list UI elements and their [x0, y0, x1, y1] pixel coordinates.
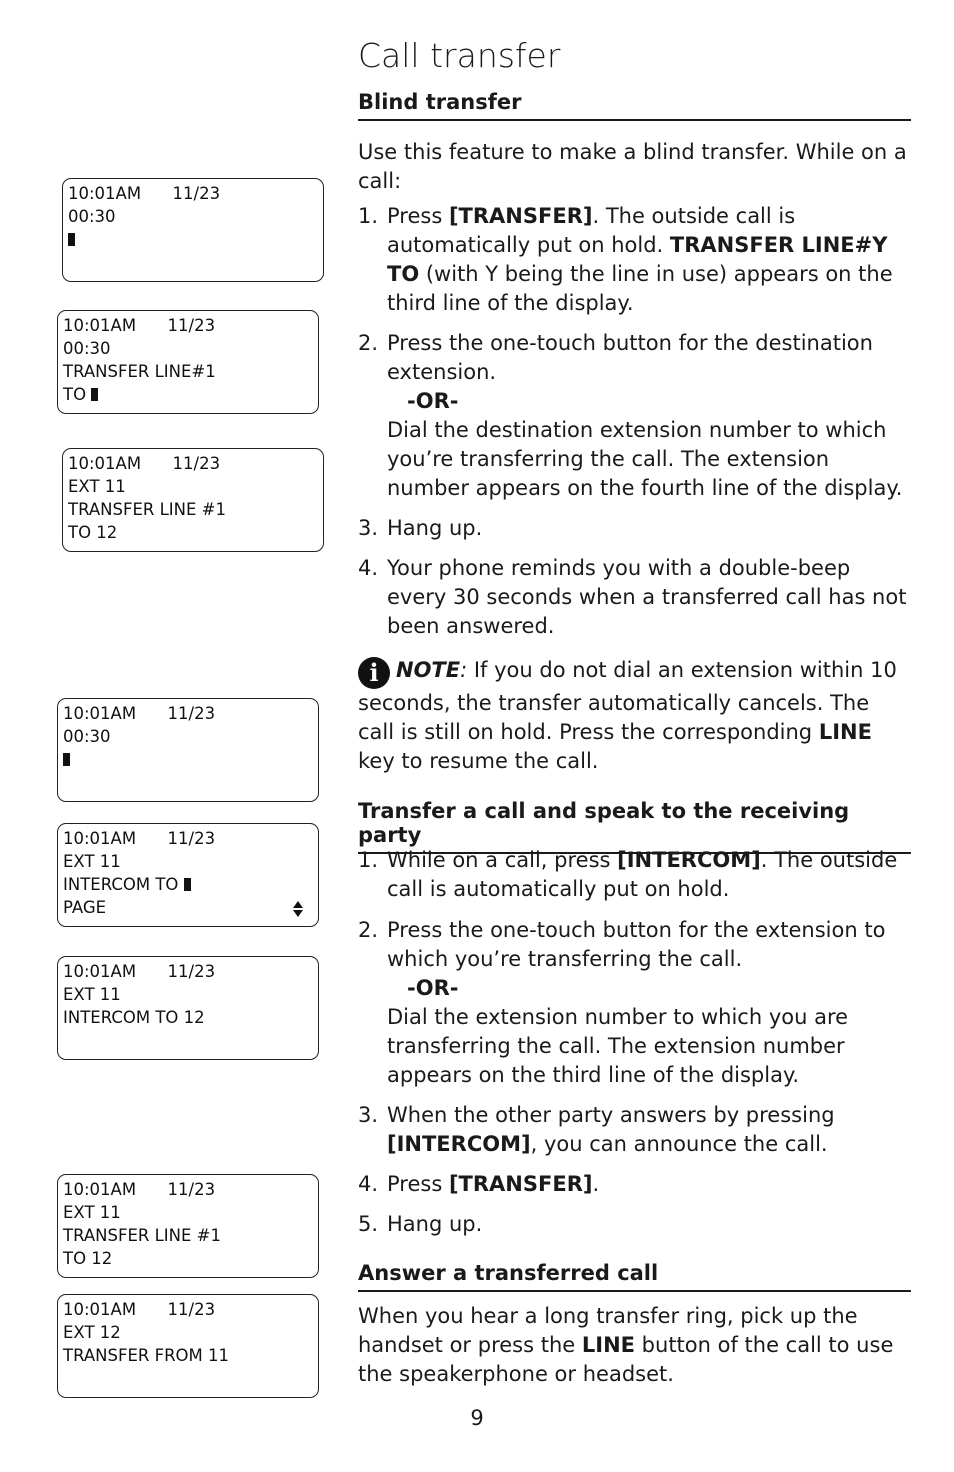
lcd-line: TRANSFER FROM 11	[63, 1346, 230, 1365]
step-number: 4.	[358, 1172, 379, 1196]
section-heading-blind-transfer: Blind transfer	[358, 90, 911, 121]
transfer-key-label: [TRANSFER]	[448, 204, 593, 228]
note-label: NOTE	[396, 658, 461, 682]
lcd-line: EXT 12	[63, 1323, 121, 1342]
lcd-line: 00:30	[68, 207, 116, 226]
lcd-line: 10:01AM 11/23	[63, 316, 216, 335]
list-item: 3. Hang up.	[358, 514, 911, 543]
lcd-line: 10:01AM 11/23	[68, 184, 221, 203]
lcd-line: 00:30	[63, 339, 111, 358]
lcd-line: TRANSFER LINE #1	[68, 500, 226, 519]
transfer-key-label: [TRANSFER]	[448, 1172, 593, 1196]
section-heading-speak-transfer: Transfer a call and speak to the receiving party	[358, 799, 911, 854]
answer-paragraph: When you hear a long transfer ring, pick up the handset or press the LINE button of the call to use the speakerphone or headset.	[358, 1304, 894, 1386]
lcd-display-5	[57, 823, 319, 927]
list-item: 5. Hang up.	[358, 1210, 911, 1239]
step-number: 1.	[358, 848, 379, 872]
lcd-line: 10:01AM 11/23	[68, 454, 221, 473]
list-item: 2. Press the one-touch button for the extension to which you’re transferring the call. -OR- Dial the extension number to which you are transferring the call. The extension number appears on the third line of the display.	[358, 916, 911, 1090]
line-key-label: LINE	[818, 720, 872, 744]
list-item: 4. Press [TRANSFER].	[358, 1170, 911, 1199]
lcd-line: 00:30	[63, 727, 111, 746]
page-number: 9	[470, 1406, 484, 1430]
step-number: 3.	[358, 516, 379, 540]
list-item: 4. Your phone reminds you with a double-beep every 30 seconds when a transferred call has not been answered.	[358, 556, 907, 638]
lcd-display-1	[62, 178, 324, 282]
cursor-block	[184, 878, 191, 891]
lcd-line: TO 12	[68, 523, 118, 542]
step-number: 2.	[358, 331, 379, 355]
intro-paragraph: Use this feature to make a blind transfer. While on a call:	[358, 140, 907, 193]
cursor-block	[63, 753, 70, 766]
list-item: 3. When the other party answers by pressing [INTERCOM], you can announce the call.	[358, 1103, 835, 1156]
lcd-line: PAGE	[63, 898, 107, 917]
lcd-display-8	[57, 1294, 319, 1398]
line-key-label: LINE	[581, 1333, 635, 1357]
step-number: 2.	[358, 918, 379, 942]
intercom-key-label: [INTERCOM]	[617, 848, 761, 872]
lcd-display-7	[57, 1174, 319, 1278]
lcd-line: 10:01AM 11/23	[63, 1180, 216, 1199]
or-separator: -OR-	[407, 389, 459, 413]
lcd-line: INTERCOM TO 12	[63, 1008, 205, 1027]
info-icon: i	[358, 657, 390, 689]
list-item: 1. While on a call, press [INTERCOM]. The outside call is automatically put on hold.	[358, 848, 898, 901]
lcd-line: EXT 11	[68, 477, 126, 496]
step-number: 5.	[358, 1212, 379, 1236]
lcd-line: 10:01AM 11/23	[63, 829, 216, 848]
lcd-line: 10:01AM 11/23	[63, 1300, 216, 1319]
intercom-key-label: [INTERCOM]	[387, 1132, 531, 1156]
step-number: 4.	[358, 556, 379, 580]
lcd-display-2	[57, 310, 319, 414]
lcd-line: TO	[63, 385, 92, 404]
list-item: 1. Press [TRANSFER]. The outside call is automatically put on hold. TRANSFER LINE#Y TO (with Y being the line in use) appears on the third line of the display.	[358, 204, 893, 315]
lcd-line: EXT 11	[63, 1203, 121, 1222]
cursor-block	[91, 388, 98, 401]
lcd-line: INTERCOM TO	[63, 875, 184, 894]
lcd-line: TO 12	[63, 1249, 113, 1268]
lcd-line: EXT 11	[63, 852, 121, 871]
display-text: TRANSFER LINE#Y TO	[387, 233, 888, 286]
lcd-line: TRANSFER LINE #1	[63, 1226, 221, 1245]
lcd-display-3	[62, 448, 324, 552]
lcd-line: 10:01AM 11/23	[63, 962, 216, 981]
cursor-block	[68, 233, 75, 246]
lcd-display-4	[57, 698, 319, 802]
lcd-line: TRANSFER LINE#1	[63, 362, 216, 381]
list-item: 2. Press the one-touch button for the destination extension. -OR- Dial the destination extension number to which you’re transferring the call. The extension number appears on the fourth line of the display.	[358, 329, 911, 503]
section-heading-answer-transfer: Answer a transferred call	[358, 1261, 911, 1292]
lcd-line: 10:01AM 11/23	[63, 704, 216, 723]
scroll-arrows-icon	[292, 901, 304, 917]
note-paragraph: i NOTE: If you do not dial an extension within 10 seconds, the transfer automatically cancels. The call is still on hold. Press the corresponding LINE key to resume the call.	[358, 658, 897, 773]
step-number: 1.	[358, 204, 379, 228]
lcd-display-6	[57, 956, 319, 1060]
page-title: Call transfer	[358, 36, 561, 75]
or-separator: -OR-	[407, 976, 459, 1000]
step-number: 3.	[358, 1103, 379, 1127]
lcd-line: EXT 11	[63, 985, 121, 1004]
